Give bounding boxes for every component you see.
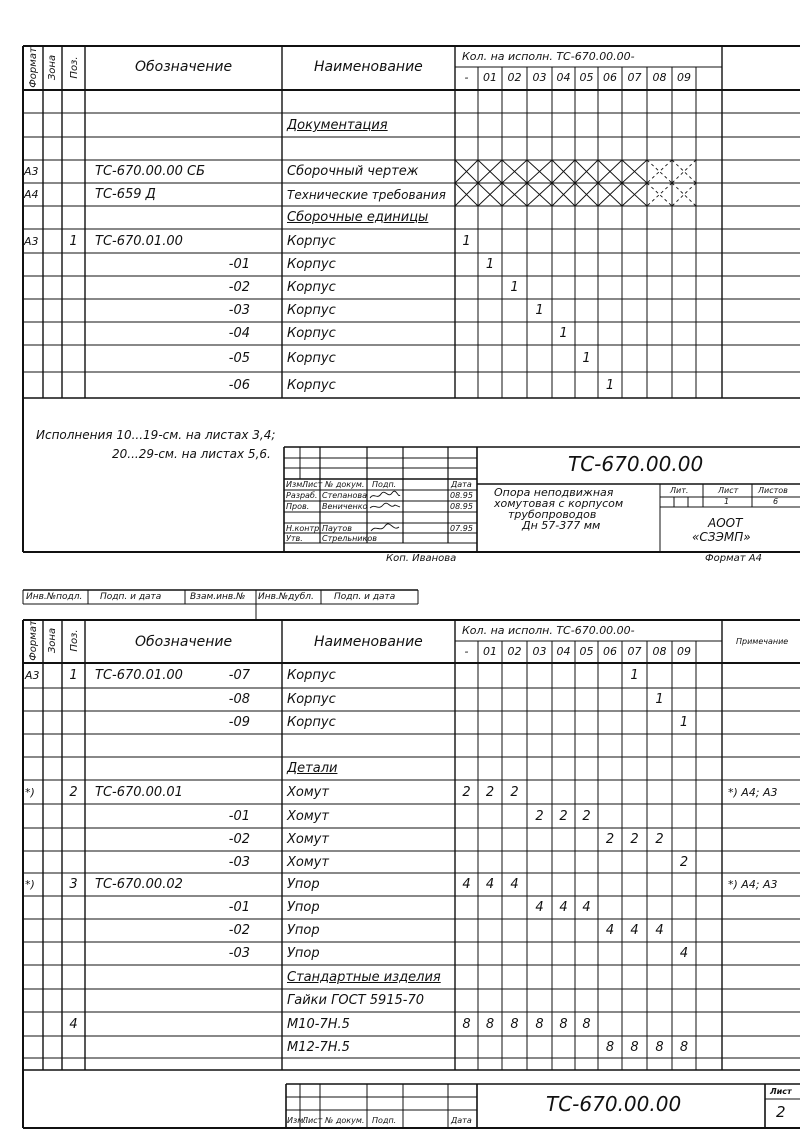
row-suffix: -02 — [228, 832, 250, 847]
row-name: Хомут — [287, 832, 329, 847]
row-suffix: -01 — [228, 900, 250, 915]
col-format-header-2: Формат — [28, 620, 39, 661]
qty-cell: 2 — [679, 855, 689, 870]
stamp-lit-label: Лит. — [670, 486, 689, 495]
title-line-1: Опора неподвижная — [494, 486, 614, 499]
qty-cell: 1 — [510, 280, 519, 295]
row-format: А4 — [24, 188, 39, 201]
exec-col-header: 08 — [652, 71, 667, 84]
signature-prov — [368, 501, 402, 512]
row-format: А3 — [24, 235, 39, 248]
stamp-col-list: Лист — [302, 480, 323, 489]
qty-cell: 4 — [582, 900, 591, 915]
qty-cell: 8 — [582, 1017, 591, 1032]
row-suffix: -01 — [228, 809, 250, 824]
row-name: Хомут — [287, 785, 329, 800]
signature-razrab — [368, 490, 402, 501]
col-name-header: Наименование — [314, 59, 423, 75]
row-format: А3 — [25, 669, 40, 682]
row-suffix: -09 — [228, 715, 250, 730]
page-format: Формат А4 — [705, 553, 762, 564]
row-note: *) А4; А3 — [728, 786, 778, 799]
stamp-nkontr-name: Паутов — [322, 524, 352, 533]
row-suffix: -08 — [228, 692, 250, 707]
stamp2-col-izm: Изм. — [287, 1116, 306, 1125]
row-name: Сборочные единицы — [287, 210, 429, 225]
qty-cell: 1 — [679, 715, 689, 730]
stamp2-col-date: Дата — [451, 1116, 472, 1125]
qty-cell: 8 — [535, 1017, 544, 1032]
row-name: Хомут — [287, 855, 329, 870]
stamp-nkontr-date: 07.95 — [450, 524, 473, 533]
row-designation: ТС-670.01.00 — [95, 668, 183, 683]
row-name: Корпус — [287, 326, 336, 341]
row-name: Корпус — [287, 280, 336, 295]
org-line-1: АООТ — [708, 516, 743, 530]
row-name: Корпус — [287, 303, 336, 318]
row-suffix: -03 — [228, 946, 250, 961]
stamp-prov-name: Вениченко — [322, 502, 368, 511]
row-name: Упор — [287, 946, 320, 961]
qty-title-2: Кол. на исполн. ТС-670.00.00- — [462, 624, 635, 637]
stamp2-col-sign: Подп. — [372, 1116, 397, 1125]
exec-col-header: 02 — [507, 645, 522, 658]
stamp2-sheet-label: Лист — [770, 1087, 792, 1096]
qty-cell: 2 — [630, 832, 639, 847]
exec-col-header: 04 — [556, 645, 571, 658]
stamp-sheet-label: Лист — [718, 486, 739, 495]
exec-col-header: 08 — [652, 645, 667, 658]
row-name: Упор — [287, 923, 320, 938]
row-designation: ТС-670.00.02 — [95, 877, 183, 892]
row-designation: -04 — [228, 326, 250, 341]
qty-cell: 2 — [582, 809, 591, 824]
stamp-sheets-value: 6 — [773, 497, 779, 506]
row-name: Гайки ГОСТ 5915-70 — [287, 993, 425, 1008]
qty-cell: 2 — [462, 785, 471, 800]
stamp-utv-label: Утв. — [286, 534, 303, 543]
qty-cell: 8 — [655, 1040, 664, 1055]
qty-cell: 2 — [510, 785, 519, 800]
qty-cell: 4 — [630, 923, 639, 938]
qty-cell: 8 — [630, 1040, 639, 1055]
qty-cell: 1 — [605, 378, 615, 393]
qty-cell: 1 — [655, 692, 664, 707]
exec-col-header: 03 — [532, 71, 547, 84]
row-name: Корпус — [287, 234, 336, 249]
doc-number: ТС-670.00.00 — [568, 452, 704, 476]
stamp-razrab-label: Разраб. — [286, 491, 318, 500]
qty-title: Кол. на исполн. ТС-670.00.00- — [462, 50, 635, 63]
row-designation: -06 — [228, 378, 250, 393]
row-designation: -02 — [228, 280, 250, 295]
archive-inv-dubl: Инв.№дубл. — [258, 592, 314, 602]
row-format: А3 — [24, 165, 39, 178]
stamp-utv-name: Стрельников — [322, 534, 377, 543]
signature-nkontr — [368, 523, 402, 534]
exec-col-header: 04 — [556, 71, 571, 84]
row-pos: 4 — [69, 1017, 78, 1032]
qty-cell: 4 — [535, 900, 544, 915]
qty-cell: 2 — [605, 832, 615, 847]
exec-col-header: 01 — [483, 645, 497, 658]
title-line-4: Дн 57-377 мм — [522, 519, 601, 532]
row-name: Стандартные изделия — [287, 970, 441, 985]
col-designation-header: Обозначение — [135, 59, 233, 75]
stamp2-col-list: Лист — [302, 1116, 323, 1125]
qty-cell: 8 — [559, 1017, 568, 1032]
row-pos: 3 — [69, 877, 78, 892]
qty-cell: 8 — [485, 1017, 495, 1032]
qty-cell: 4 — [679, 946, 689, 961]
exec-col-header: 02 — [507, 71, 522, 84]
stamp-razrab-date: 08.95 — [450, 491, 473, 500]
qty-cell: 1 — [485, 257, 495, 272]
qty-cell: 8 — [605, 1040, 615, 1055]
exec-col-header: 03 — [532, 645, 547, 658]
qty-cell: 8 — [462, 1017, 471, 1032]
note-line-2: 20...29-см. на листах 5,6. — [112, 447, 271, 461]
row-pos: 2 — [69, 785, 78, 800]
qty-cell: 1 — [462, 234, 471, 249]
exec-col-header: 05 — [579, 71, 594, 84]
qty-cell: 2 — [655, 832, 664, 847]
row-pos: 1 — [69, 234, 78, 249]
row-name: Технические требования — [287, 188, 446, 202]
col-pos-header-2: Поз. — [69, 629, 80, 652]
stamp-razrab-name: Степанова — [322, 491, 368, 500]
row-suffix: -03 — [228, 855, 250, 870]
row-name: Сборочный чертеж — [287, 164, 419, 179]
row-designation: ТС-670.00.00 СБ — [95, 164, 205, 179]
qty-cell: 8 — [679, 1040, 689, 1055]
row-name: Корпус — [287, 257, 336, 272]
stamp2-col-doc: № докум. — [325, 1116, 365, 1125]
stamp2-sheet-value: 2 — [776, 1103, 786, 1121]
exec-col-header: 01 — [483, 71, 497, 84]
row-name: Хомут — [287, 809, 329, 824]
row-name: М12-7Н.5 — [287, 1040, 350, 1055]
row-name: Корпус — [287, 668, 336, 683]
archive-podp-data-1: Подп. и дата — [100, 592, 162, 602]
exec-col-header: 07 — [627, 645, 642, 658]
row-name: Детали — [287, 761, 338, 776]
qty-cell: 2 — [485, 785, 495, 800]
stamp-sheets-label: Листов — [758, 486, 788, 495]
row-designation: ТС-670.00.01 — [95, 785, 183, 800]
exec-col-header: 09 — [677, 645, 691, 658]
col-name-header-2: Наименование — [314, 634, 423, 650]
stamp-col-doc: № докум. — [325, 480, 365, 489]
row-format: *) — [25, 878, 35, 891]
row-designation: -05 — [228, 351, 250, 366]
stamp-col-izm: Изм. — [286, 480, 305, 489]
row-name: Корпус — [287, 715, 336, 730]
qty-cell: 1 — [582, 351, 591, 366]
stamp-sheet-value: 1 — [724, 497, 730, 506]
stamp-prov-date: 08.95 — [450, 502, 473, 511]
exec-col-header: 05 — [579, 645, 594, 658]
stamp-col-sign: Подп. — [372, 480, 397, 489]
qty-cell: 2 — [559, 809, 568, 824]
title-line-3: трубопроводов — [508, 508, 597, 521]
row-format: *) — [25, 786, 35, 799]
row-name: Корпус — [287, 378, 336, 393]
row-name: Упор — [287, 900, 320, 915]
exec-col-header: - — [464, 645, 469, 658]
row-designation: -01 — [228, 257, 250, 272]
qty-cell: 1 — [630, 668, 639, 683]
row-designation: -03 — [228, 303, 250, 318]
row-note: *) А4; А3 — [728, 878, 778, 891]
archive-vzam-inv: Взам.инв.№ — [190, 592, 246, 602]
qty-cell: 4 — [462, 877, 471, 892]
qty-cell: 4 — [655, 923, 664, 938]
doc-number-2: ТС-670.00.00 — [546, 1092, 682, 1116]
org-line-2: «СЗЭМП» — [692, 530, 751, 544]
qty-cell: 4 — [510, 877, 519, 892]
qty-cell: 4 — [485, 877, 495, 892]
archive-inv-podl: Инв.№подл. — [26, 592, 83, 602]
title-line-2: хомутовая с корпусом — [494, 497, 624, 510]
col-zone-header-2: Зона — [47, 627, 58, 654]
qty-cell: 4 — [605, 923, 615, 938]
qty-cell: 2 — [535, 809, 544, 824]
copied-by: Коп. Иванова — [386, 553, 457, 564]
row-suffix: -07 — [228, 668, 250, 683]
row-designation: ТС-659 Д — [95, 187, 156, 202]
row-name: Корпус — [287, 351, 336, 366]
stamp-col-date: Дата — [451, 480, 472, 489]
qty-cell: 8 — [510, 1017, 519, 1032]
exec-col-header: 06 — [603, 645, 617, 658]
note-line-1: Исполнения 10...19-см. на листах 3,4; — [36, 428, 276, 442]
col-zone-header: Зона — [47, 54, 58, 81]
row-name: Упор — [287, 877, 320, 892]
stamp-nkontr-label: Н.контр. — [286, 524, 322, 533]
row-designation: ТС-670.01.00 — [95, 234, 183, 249]
col-designation-header-2: Обозначение — [135, 634, 233, 650]
qty-cell: 4 — [559, 900, 568, 915]
col-pos-header: Поз. — [69, 56, 80, 79]
row-name: Корпус — [287, 692, 336, 707]
exec-col-header: 07 — [627, 71, 642, 84]
row-suffix: -02 — [228, 923, 250, 938]
qty-cell: 1 — [535, 303, 544, 318]
row-name: Документация — [287, 118, 388, 133]
row-name: М10-7Н.5 — [287, 1017, 350, 1032]
exec-col-header: 06 — [603, 71, 617, 84]
exec-col-header: - — [464, 71, 469, 84]
col-note-header: Примечание — [736, 637, 789, 646]
qty-cell: 1 — [559, 326, 568, 341]
exec-col-header: 09 — [677, 71, 691, 84]
archive-podp-data-2: Подп. и дата — [334, 592, 396, 602]
stamp-prov-label: Пров. — [286, 502, 310, 511]
col-format-header: Формат — [28, 47, 39, 88]
row-pos: 1 — [69, 668, 78, 683]
